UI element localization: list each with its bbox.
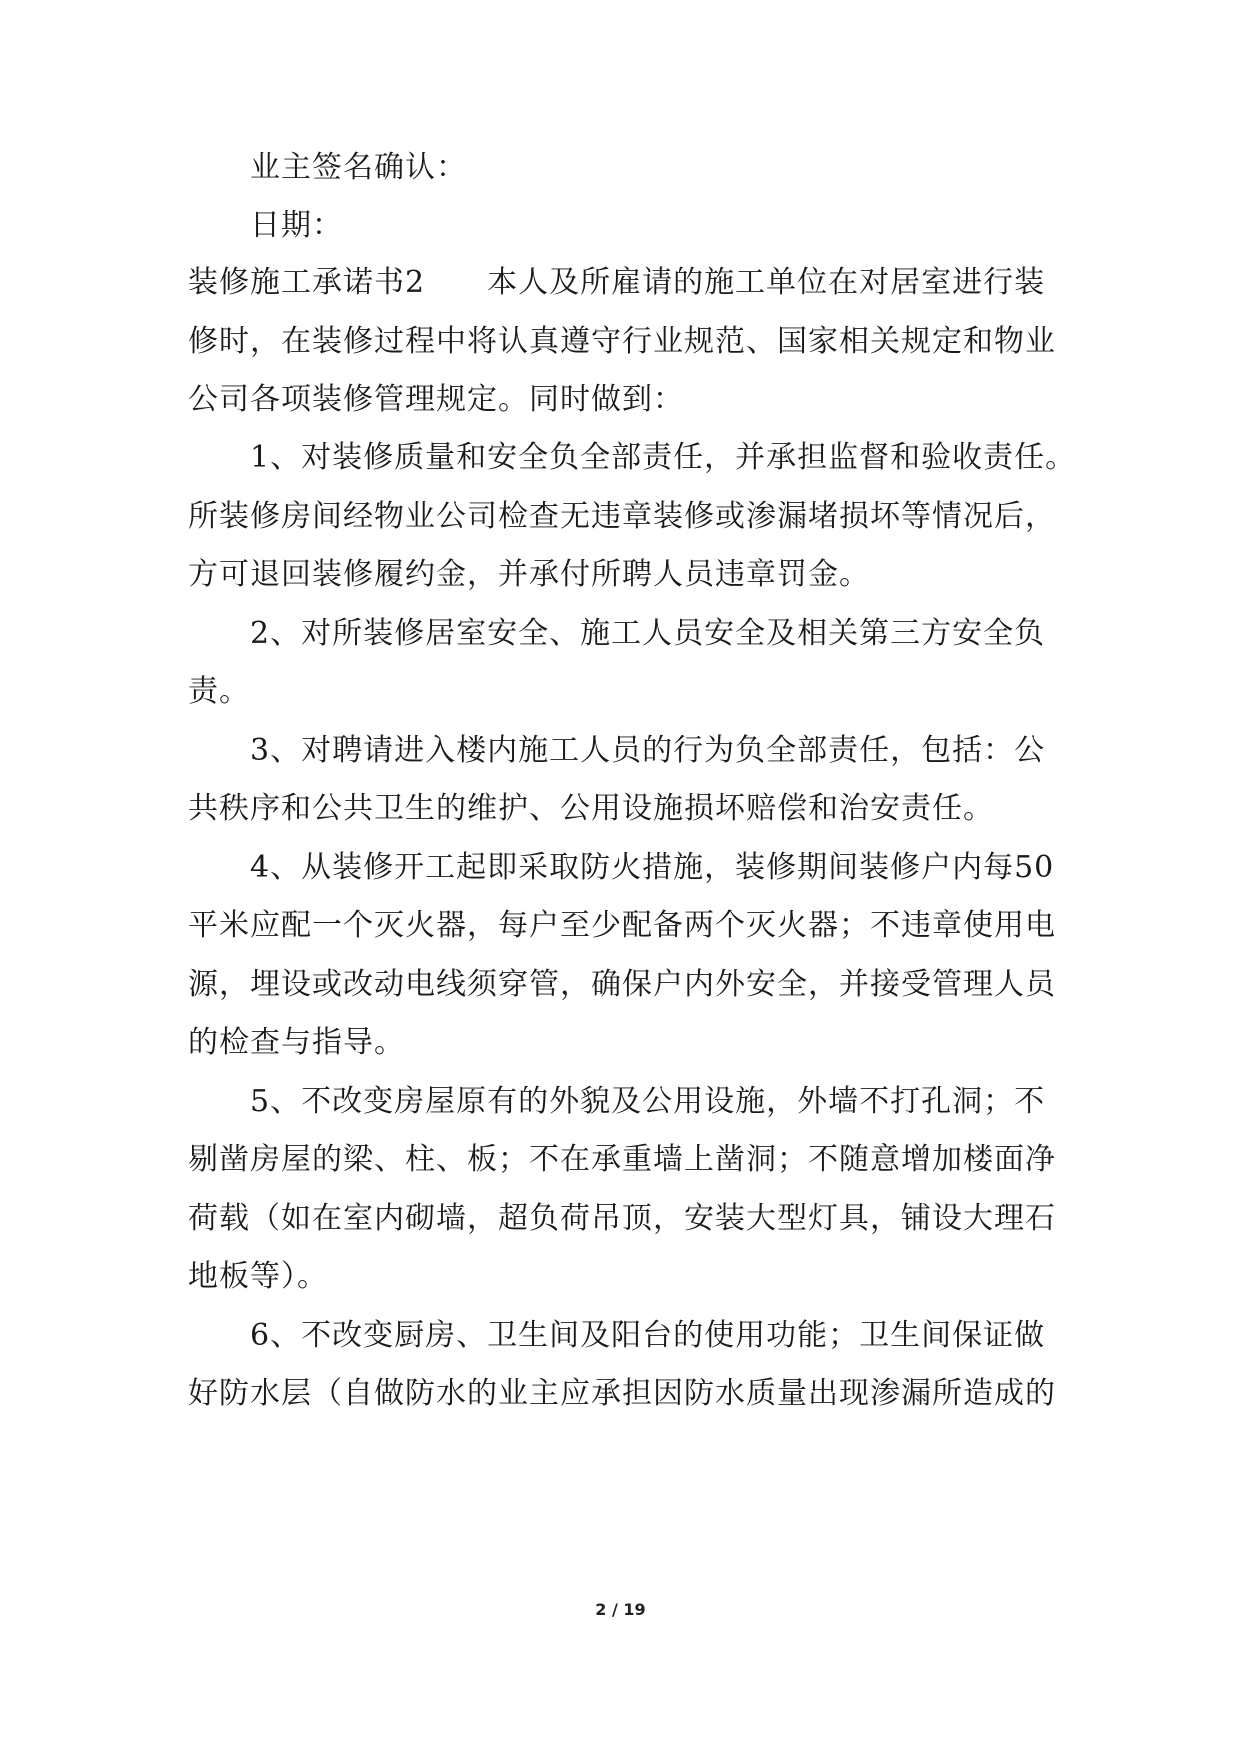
text-line: 共秩序和公共卫生的维护、公用设施损坏赔偿和治安责任。 bbox=[188, 791, 994, 826]
text-line: 业主签名确认： bbox=[250, 150, 467, 185]
text-line: 3、对聘请进入楼内施工人员的行为负全部责任，包括：公 bbox=[250, 733, 1046, 768]
text-line: 源，埋设或改动电线须穿管，确保户内外安全，并接受管理人员 bbox=[188, 967, 1056, 1002]
text-line: 公司各项装修管理规定。同时做到： bbox=[188, 382, 684, 417]
text-line: 5、不改变房屋原有的外貌及公用设施，外墙不打孔洞；不 bbox=[250, 1084, 1046, 1119]
text-line: 2、对所装修居室安全、施工人员安全及相关第三方安全负 bbox=[250, 616, 1046, 651]
text-line: 所装修房间经物业公司检查无违章装修或渗漏堵损坏等情况后， bbox=[188, 499, 1056, 534]
text-line: 剔凿房屋的梁、柱、板；不在承重墙上凿洞；不随意增加楼面净 bbox=[188, 1142, 1056, 1177]
text-line: 日期： bbox=[250, 208, 343, 243]
text-line: 好防水层（自做防水的业主应承担因防水质量出现渗漏所造成的 bbox=[188, 1376, 1056, 1411]
text-line: 责。 bbox=[188, 674, 250, 709]
text-line: 装修施工承诺书2 本人及所雇请的施工单位在对居室进行装 bbox=[188, 265, 1046, 300]
text-line: 方可退回装修履约金，并承付所聘人员违章罚金。 bbox=[188, 557, 870, 592]
text-line: 平米应配一个灭火器，每户至少配备两个灭火器；不违章使用电 bbox=[188, 908, 1056, 943]
text-line: 6、不改变厨房、卫生间及阳台的使用功能；卫生间保证做 bbox=[250, 1318, 1046, 1353]
text-line: 4、从装修开工起即采取防火措施，装修期间装修户内每50 bbox=[250, 850, 1055, 885]
text-line: 修时，在装修过程中将认真遵守行业规范、国家相关规定和物业 bbox=[188, 324, 1056, 359]
text-line: 的检查与指导。 bbox=[188, 1025, 405, 1060]
text-line: 地板等）。 bbox=[188, 1259, 328, 1294]
text-line: 1、对装修质量和安全负全部责任，并承担监督和验收责任。 bbox=[250, 440, 1077, 475]
text-line: 荷载（如在室内砌墙，超负荷吊顶，安装大型灯具，铺设大理石 bbox=[188, 1201, 1056, 1236]
page-number: 2 / 19 bbox=[595, 1600, 646, 1619]
